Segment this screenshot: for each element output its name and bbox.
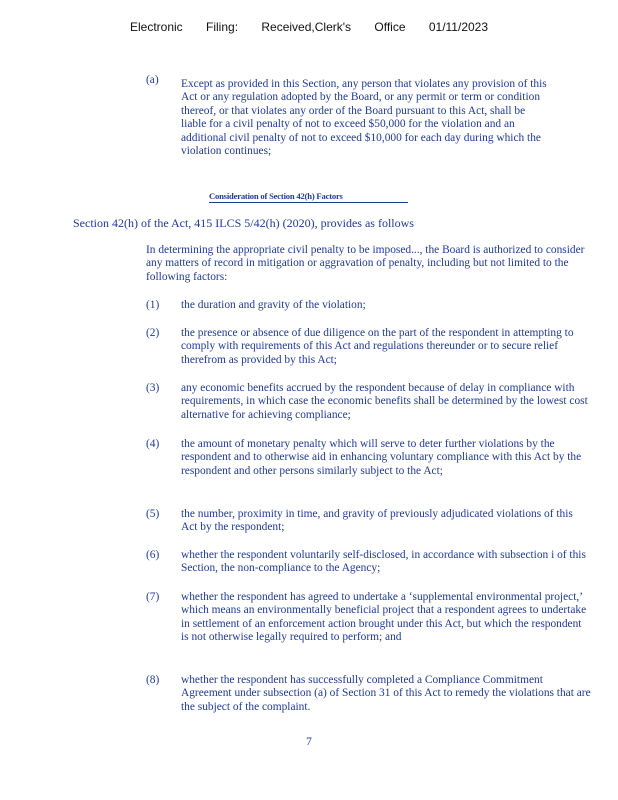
header-word-electronic: Electronic xyxy=(129,20,183,34)
header-word-office: Office xyxy=(374,20,406,34)
factor-3-text: any economic benefits accrued by the respondent because of delay in compliance with requirements, in which case the economic benefits shall be determined by the lowest cost alternative for achieving compliance; xyxy=(181,382,588,421)
factor-6-number: (6) xyxy=(146,549,160,561)
factor-7-text: whether the respondent has agreed to undertake a ‘supplemental environmental project,’ which means an environmentally beneficial project that a respondent agrees to undertake in settlement of an enforcement action brought under this Act, but which the respondent is not otherwise legally required to perform; and xyxy=(181,591,587,644)
factor-4-text: the amount of monetary penalty which will serve to deter further violations by the respondent and to otherwise aid in enhancing voluntary compliance with this Act by the respondent and other persons similarly subject to the Act; xyxy=(181,438,582,477)
factor-5-number: (5) xyxy=(146,508,160,520)
factor-6-text: whether the respondent voluntarily self-disclosed, in accordance with subsection i of this Section, the non-compliance to the Agency; xyxy=(181,549,586,575)
page-number: 7 xyxy=(306,736,312,748)
section-heading: Consideration of Section 42(h) Factors xyxy=(209,191,408,203)
factor-2-number: (2) xyxy=(146,327,160,339)
filing-header xyxy=(0,20,618,34)
factor-7-number: (7) xyxy=(146,591,160,603)
header-word-filing: Filing: xyxy=(206,20,239,34)
factor-5-text: the number, proximity in time, and gravity of previously adjudicated violations of this Act by the respondent; xyxy=(181,508,573,534)
factor-4-number: (4) xyxy=(146,438,160,450)
factor-8-number: (8) xyxy=(146,674,160,686)
factor-1-number: (1) xyxy=(146,299,160,311)
section-intro-line: Section 42(h) of the Act, 415 ILCS 5/42(h) (2020), provides as follows xyxy=(73,216,414,230)
factor-3-number: (3) xyxy=(146,382,160,394)
factor-8-text: whether the respondent has successfully completed a Compliance Commitment Agreement under subsection (a) of Section 31 of this Act to remedy the violations that are the subject of the complaint. xyxy=(181,674,591,713)
factor-1-text: the duration and gravity of the violation; xyxy=(181,299,366,311)
header-word-received: Received,Clerk's xyxy=(261,20,352,34)
factors-intro: In determining the appropriate civil penalty to be imposed..., the Board is authorized to consider any matters of record in mitigation or aggravation of penalty, including but not limited to the following factors: xyxy=(146,244,585,283)
subsection-a-marker: (a) xyxy=(146,74,159,86)
factor-2-text: the presence or absence of due diligence on the part of the respondent in attempting to comply with requirements of this Act and regulations thereunder or to secure relief therefrom as provided by this Act; xyxy=(181,327,574,366)
subsection-a-text: Except as provided in this Section, any person that violates any provision of this Act or any regulation adopted by the Board, or any permit or term or condition thereof, or that violates any order of the Board pursuant to this Act, shall be liable for a civil penalty of not to exceed $50,000 for the violation and an additional civil penalty of not to exceed $10,000 for each day during which the violation continues; xyxy=(181,78,547,158)
header-date: 01/11/2023 xyxy=(428,20,489,34)
